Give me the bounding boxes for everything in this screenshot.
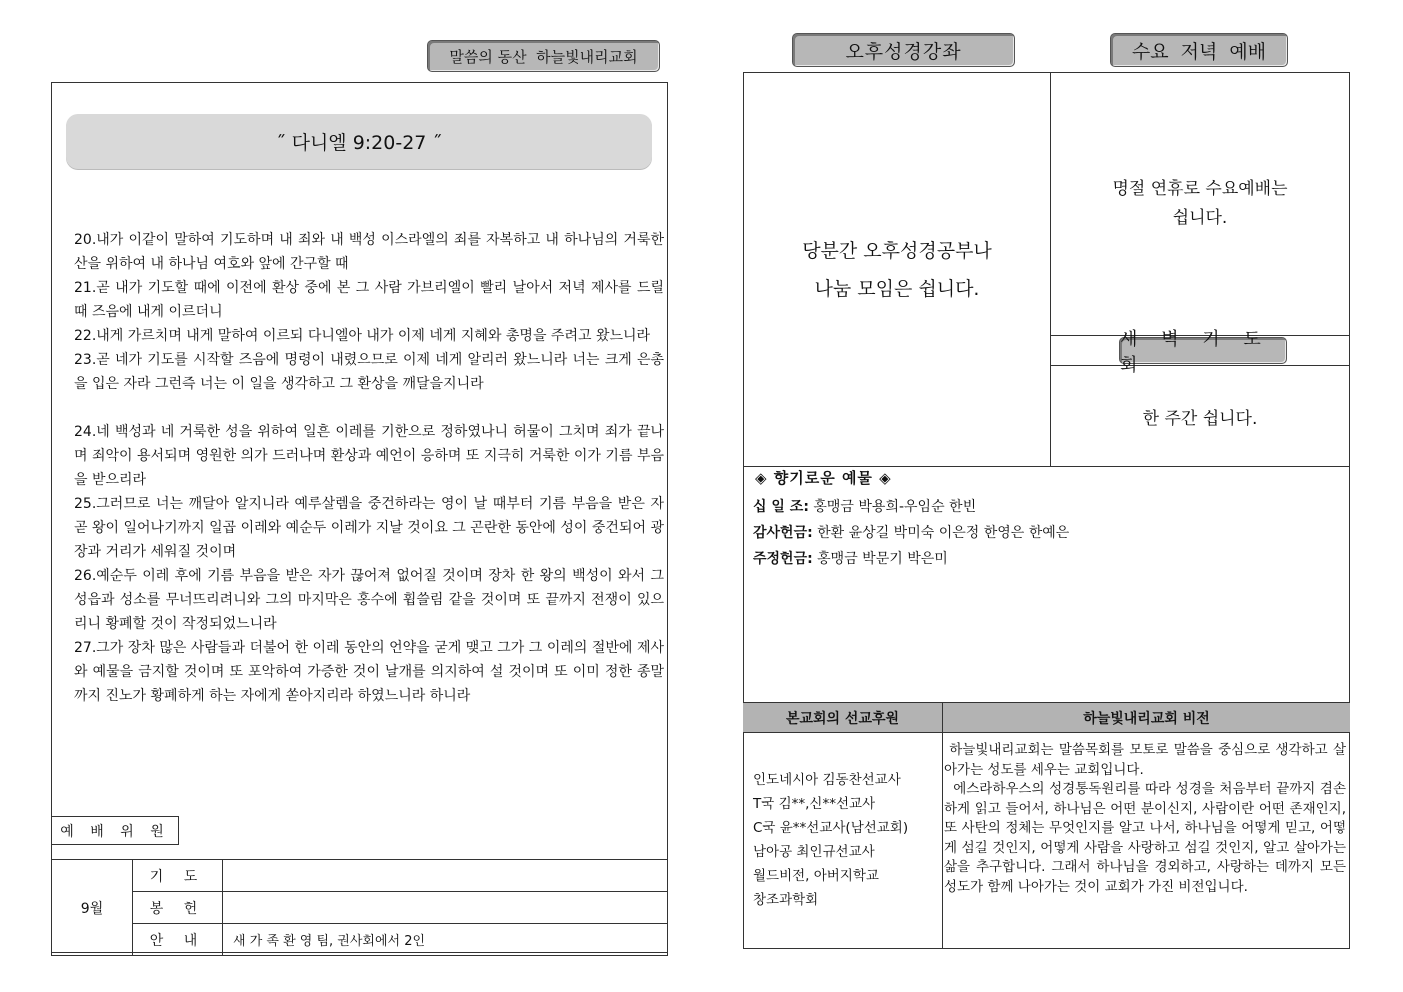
church-name: 말씀의 동산 하늘빛내리교회 (449, 47, 638, 66)
vision-paragraph-1: 하늘빛내리교회는 말씀목회를 모토로 말씀을 중심으로 생각하고 살아가는 성도를 세우는 교회입니다. (944, 742, 1346, 778)
dawn-notice-text: 한 주간 쉽니다. (1142, 408, 1258, 429)
missions-header-text: 본교회의 선교후원 (785, 710, 900, 727)
scripture-title (66, 114, 652, 169)
verse-27: 27.그가 장차 많은 사람들과 더불어 한 이레 동안의 언약을 굳게 맺고 그가 그 이레의 절반에 제사와 예물을 금지할 것이며 또 포악하여 가증한 것이 날개를 의지하여 설 것이며 또 이미 정한 종말까지 진노가 황폐하게 하는 자에게 쏟아지리라 하였느니라 하니라 (74, 640, 664, 704)
committee-role-usher: 안 내 (133, 924, 223, 956)
wednesday-title-text: 수요 저녁 예배 (1131, 40, 1267, 63)
worship-committee-label-text: 예 배 위 원 (60, 823, 170, 840)
list-item (753, 494, 1069, 520)
bottom-table-divider (942, 702, 943, 949)
list-item: 창조과학회 (753, 892, 819, 908)
missions-list (753, 768, 908, 912)
committee-value-usher: 새 가 족 환 영 팀, 권사회에서 2인 (223, 924, 668, 956)
scripture-title-text: ˝ 다니엘 9:20-27 ˝ (276, 132, 442, 154)
dawn-prayer-title (1119, 328, 1287, 376)
verse-21: 21.곧 내가 기도할 때에 이전에 환상 중에 본 그 사람 가브리엘이 빨리 날아서 저녁 제사를 드릴 때 즈음에 내게 이르더니 (74, 280, 664, 320)
list-item (753, 546, 1069, 572)
table-row (52, 892, 668, 924)
vision-header (943, 702, 1350, 733)
list-item (753, 520, 1069, 546)
committee-role-offering: 봉 헌 (133, 892, 223, 924)
afternoon-notice-line-1: 당분간 오후성경공부나 (802, 239, 992, 262)
offering-section-title (755, 467, 892, 489)
wednesday-notice-line-1: 명절 연휴로 수요예배는 (1112, 179, 1288, 199)
table-row (52, 924, 668, 956)
offering-label-weekly: 주정헌금: (753, 551, 813, 567)
wednesday-notice-line-2: 쉽니다. (1172, 208, 1228, 228)
church-name-badge (427, 40, 660, 72)
verse-20: 20.내가 이같이 말하여 기도하며 내 죄와 내 백성 이스라엘의 죄를 자복하고 내 하나님의 거룩한 산을 위하여 내 하나님 여호와 앞에 간구할 때 (74, 232, 664, 272)
verse-22: 22.내게 가르치며 내게 말하여 이르되 다니엘아 내가 이제 네게 지혜와 총명을 주려고 왔느니라 (74, 328, 651, 344)
offering-label-tithe: 십 일 조: (753, 499, 809, 515)
offering-title-text: ◈ 향기로운 예물 ◈ (755, 469, 892, 487)
scripture-verses (74, 228, 664, 708)
dawn-prayer-notice (1051, 366, 1349, 466)
worship-committee-label (51, 816, 179, 845)
afternoon-notice (744, 73, 1050, 466)
offering-label-thanks: 감사헌금: (753, 525, 813, 541)
list-item: 남아공 최인규선교사 (753, 844, 875, 860)
list-item: T국 김**,신**선교사 (753, 796, 876, 812)
worship-committee-table (51, 859, 668, 956)
verse-25: 25.그러므로 너는 깨달아 알지니라 예루살렘을 중건하라는 영이 날 때부터 기름 부음을 받은 자 곧 왕이 일어나기까지 일곱 이레와 예순두 이레가 지날 것이요 그 곤란한 동안에 성이 중건되어 광장과 거리가 세워질 것이며 (74, 496, 664, 560)
list-item: 인도네시아 김동찬선교사 (753, 772, 901, 788)
committee-role-prayer: 기 도 (133, 860, 223, 892)
missions-header (743, 702, 942, 733)
offering-names-thanks: 한환 윤상길 박미숙 이은정 한영은 한예은 (817, 525, 1070, 541)
offering-names-tithe: 홍맹금 박용희-우임순 한빈 (813, 499, 977, 515)
afternoon-bible-class-title (792, 33, 1015, 67)
committee-value-offering (223, 892, 668, 924)
list-item: 월드비전, 아버지학교 (753, 868, 879, 884)
vision-text (944, 741, 1351, 897)
offering-list (753, 494, 1069, 572)
verse-23: 23.곧 네가 기도를 시작할 즈음에 명령이 내렸으므로 이제 네게 알리러 왔느니라 너는 크게 은총을 입은 자라 그런즉 너는 이 일을 생각하고 그 환상을 깨달을지니라 (74, 352, 664, 392)
committee-value-prayer (223, 860, 668, 892)
verse-24: 24.네 백성과 네 거룩한 성을 위하여 일흔 이레를 기한으로 정하였나니 허물이 그치며 죄가 끝나며 죄악이 용서되며 영원한 의가 드러나며 환상과 예언이 응하며 또 지극히 거룩한 이가 기름 부음을 받으리라 (74, 424, 664, 488)
list-item: C국 윤**선교사(남선교회) (753, 820, 909, 836)
vision-header-text: 하늘빛내리교회 비전 (1083, 710, 1210, 727)
vision-paragraph-2: 에스라하우스의 성경통독원리를 따라 성경을 처음부터 끝까지 겸손하게 읽고 들어서, 하나님은 어떤 분이신지, 사람이란 어떤 존재인지, 또 사탄의 정체는 무엇인지를 알고 나서, 하나님을 어떻게 믿고, 어떻게 섬길 것인지, 어떻게 사람을 사랑하고 섬길 것인지, 알고 살아가는 삶을 추구합니다. 그래서 하나님을 경외하고, 사랑하는 데까지 모든 성도가 함께 나아가는 것이 교회가 가진 비전입니다. (944, 781, 1351, 895)
offering-names-weekly: 홍맹금 박문기 박은미 (817, 551, 948, 567)
afternoon-title-text: 오후성경강좌 (845, 40, 962, 63)
committee-month: 9월 (52, 860, 133, 956)
wednesday-notice (1051, 73, 1349, 335)
afternoon-notice-line-2: 나눔 모임은 쉽니다. (814, 277, 980, 300)
verse-26: 26.예순두 이레 후에 기름 부음을 받은 자가 끊어져 없어질 것이며 장차 한 왕의 백성이 와서 그 성읍과 성소를 무너뜨리려니와 그의 마지막은 홍수에 휩쓸림 같을 것이며 또 끝까지 전쟁이 있으리니 황폐할 것이 작정되었느니라 (74, 568, 664, 632)
dawn-title-text: 새 벽 기 도 회 (1120, 328, 1270, 376)
table-row (52, 860, 668, 892)
wednesday-service-title (1110, 33, 1288, 67)
